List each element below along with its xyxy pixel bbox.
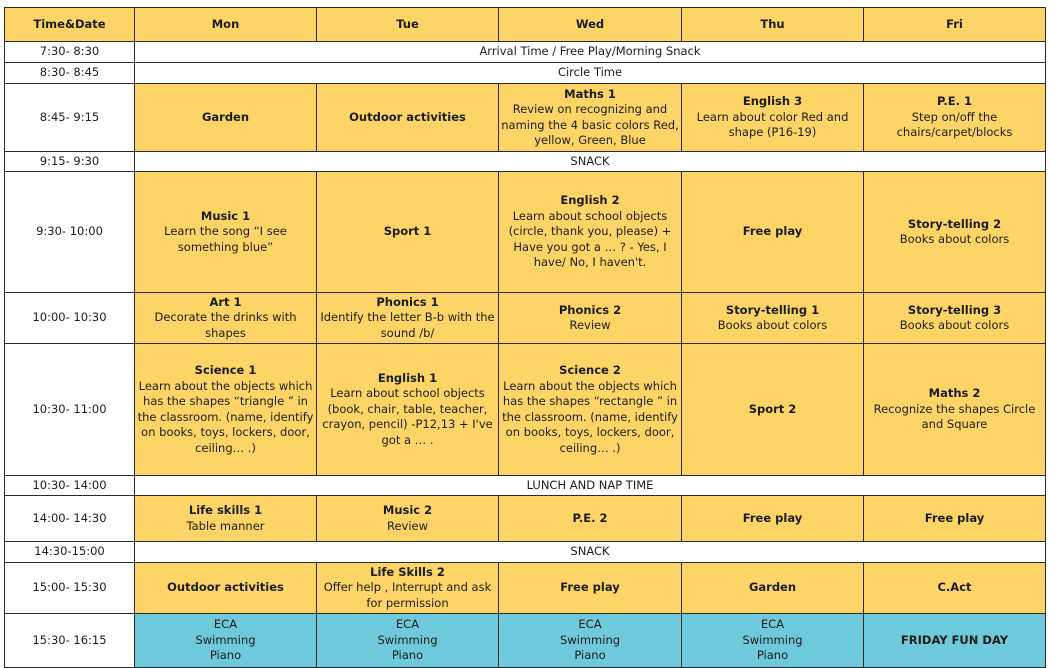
header-time-date: Time&Date bbox=[5, 8, 135, 42]
activity-title: Phonics 2 bbox=[558, 302, 622, 317]
activity-title: FRIDAY FUN DAY bbox=[900, 632, 1009, 647]
activity-title: ECA bbox=[578, 617, 602, 632]
activity-title: Art 1 bbox=[209, 294, 242, 309]
activity-cell bbox=[499, 344, 682, 476]
activity-title: Garden bbox=[748, 580, 797, 595]
activity-cell bbox=[135, 563, 317, 614]
activity-description: Books about colors bbox=[717, 318, 828, 332]
activity-title: Maths 2 bbox=[928, 386, 981, 401]
activity-description: Swimming bbox=[742, 632, 803, 647]
shared-activity: LUNCH AND NAP TIME bbox=[135, 476, 1046, 496]
schedule-row bbox=[5, 563, 1046, 614]
activity-description: Learn about the objects which has the shapes “rectangle ” in the classroom. (name, identify on books, toys, lockers, door, ceiling… .) bbox=[502, 378, 678, 455]
activity-cell bbox=[317, 293, 499, 344]
activity-cell bbox=[864, 293, 1046, 344]
activity-title: Music 2 bbox=[382, 503, 433, 517]
activity-title: English 3 bbox=[742, 94, 803, 109]
activity-title: ECA bbox=[760, 617, 785, 632]
activity-title: Life skills 1 bbox=[188, 503, 263, 517]
schedule-row bbox=[5, 344, 1046, 476]
activity-description: Learn about the objects which has the shapes “triangle ” in the classroom. (name, identify on books, toys, lockers, door, ceiling… .) bbox=[137, 378, 314, 455]
activity-cell bbox=[135, 172, 317, 293]
schedule-row bbox=[5, 63, 1046, 84]
activity-description: Learn about school objects (book, chair, table, teacher, crayon, pencil) -P12,13 + I've got a … . bbox=[322, 386, 493, 447]
activity-title: Outdoor activities bbox=[349, 109, 466, 124]
schedule-row bbox=[5, 172, 1046, 293]
header-day-tue: Tue bbox=[317, 8, 499, 42]
schedule-row bbox=[5, 84, 1046, 152]
activity-cell bbox=[499, 563, 682, 614]
activity-description: Piano bbox=[209, 648, 242, 663]
activity-title: Phonics 1 bbox=[376, 294, 439, 309]
activity-title: Outdoor activities bbox=[167, 580, 284, 595]
activity-cell bbox=[135, 496, 317, 542]
activity-cell bbox=[682, 344, 864, 476]
activity-cell bbox=[135, 293, 317, 344]
header-day-fri: Fri bbox=[864, 8, 1046, 42]
header-day-thu: Thu bbox=[682, 8, 864, 42]
activity-title: Science 1 bbox=[194, 363, 257, 377]
schedule-row bbox=[5, 152, 1046, 172]
activity-title: Free play bbox=[924, 510, 985, 525]
activity-cell bbox=[317, 84, 499, 152]
activity-cell bbox=[317, 496, 499, 542]
activity-description: Decorate the drinks with shapes bbox=[154, 310, 297, 340]
activity-description: Learn about color Red and shape (P16-19) bbox=[696, 109, 849, 140]
activity-title: Sport 2 bbox=[748, 401, 797, 416]
activity-cell bbox=[864, 614, 1046, 668]
schedule-row bbox=[5, 42, 1046, 63]
activity-description: Table manner bbox=[186, 518, 265, 533]
activity-description: Step on/off the chairs/carpet/blocks bbox=[896, 109, 1013, 140]
time-slot: 14:00- 14:30 bbox=[5, 496, 135, 542]
activity-title: Story-telling 2 bbox=[907, 216, 1002, 231]
activity-cell bbox=[682, 496, 864, 542]
activity-cell bbox=[499, 172, 682, 293]
activity-title: Maths 1 bbox=[564, 86, 616, 101]
activity-cell bbox=[317, 614, 499, 668]
time-slot: 10:30- 14:00 bbox=[5, 476, 135, 496]
shared-activity: SNACK bbox=[135, 542, 1046, 563]
header-day-mon: Mon bbox=[135, 8, 317, 42]
time-slot: 9:15- 9:30 bbox=[5, 152, 135, 172]
activity-description: Piano bbox=[574, 648, 606, 663]
schedule-row bbox=[5, 614, 1046, 668]
shared-activity: Arrival Time / Free Play/Morning Snack bbox=[135, 42, 1046, 63]
activity-description: Learn about school objects (circle, thank you, please) + Have you got a … ? - Yes, I have/ No, I haven't. bbox=[508, 208, 672, 270]
activity-description: Swimming bbox=[559, 632, 621, 647]
time-slot: 7:30- 8:30 bbox=[5, 42, 135, 63]
activity-title: Free play bbox=[742, 224, 803, 239]
activity-title: P.E. 1 bbox=[937, 94, 972, 109]
activity-cell bbox=[864, 496, 1046, 542]
time-slot: 10:30- 11:00 bbox=[5, 344, 135, 476]
activity-title: Music 1 bbox=[200, 208, 251, 223]
activity-title: Free play bbox=[742, 510, 803, 525]
activity-title: Garden bbox=[201, 109, 250, 124]
activity-cell bbox=[499, 84, 682, 152]
time-slot: 15:00- 15:30 bbox=[5, 563, 135, 614]
time-slot: 8:45- 9:15 bbox=[5, 84, 135, 152]
activity-title: Sport 1 bbox=[383, 224, 432, 239]
activity-description: Recognize the shapes Circle and Square bbox=[873, 401, 1036, 432]
activity-description: Swimming bbox=[377, 632, 438, 647]
activity-cell bbox=[135, 84, 317, 152]
activity-cell bbox=[864, 563, 1046, 614]
time-slot: 14:30-15:00 bbox=[5, 542, 135, 563]
activity-title: P.E. 2 bbox=[572, 510, 608, 525]
shared-activity: Circle Time bbox=[135, 63, 1046, 84]
activity-description: Review on recognizing and naming the 4 basic colors Red, yellow, Green, Blue bbox=[501, 102, 679, 147]
activity-description: Review bbox=[569, 318, 611, 332]
activity-description: Identify the letter B-b with the sound /b/ bbox=[320, 310, 495, 340]
activity-title: Life Skills 2 bbox=[370, 564, 445, 579]
activity-cell bbox=[499, 614, 682, 668]
activity-description: Piano bbox=[756, 648, 789, 663]
activity-description: Review bbox=[386, 518, 429, 533]
schedule-row bbox=[5, 476, 1046, 496]
activity-cell bbox=[317, 344, 499, 476]
activity-cell bbox=[682, 84, 864, 152]
activity-cell bbox=[499, 293, 682, 344]
activity-cell bbox=[682, 614, 864, 668]
activity-description: Swimming bbox=[195, 632, 256, 647]
activity-title: English 1 bbox=[377, 370, 438, 385]
activity-cell bbox=[135, 614, 317, 668]
time-slot: 10:00- 10:30 bbox=[5, 293, 135, 344]
activity-description: Books about colors bbox=[899, 318, 1010, 332]
activity-cell bbox=[682, 563, 864, 614]
activity-title: Free play bbox=[560, 580, 620, 595]
schedule-row bbox=[5, 293, 1046, 344]
schedule-row bbox=[5, 542, 1046, 563]
timetable bbox=[4, 7, 1046, 668]
activity-cell bbox=[864, 84, 1046, 152]
activity-cell bbox=[317, 172, 499, 293]
activity-cell bbox=[499, 496, 682, 542]
activity-cell bbox=[317, 563, 499, 614]
header-day-wed: Wed bbox=[499, 8, 682, 42]
time-slot: 9:30- 10:00 bbox=[5, 172, 135, 293]
activity-title: Story-telling 3 bbox=[907, 302, 1002, 317]
activity-cell bbox=[682, 172, 864, 293]
activity-title: Story-telling 1 bbox=[725, 302, 820, 317]
time-slot: 8:30- 8:45 bbox=[5, 63, 135, 84]
activity-description: Learn the song “I see something blue” bbox=[164, 224, 287, 254]
activity-description: Books about colors bbox=[899, 232, 1010, 246]
activity-title: English 2 bbox=[560, 193, 620, 208]
activity-cell bbox=[864, 172, 1046, 293]
activity-title: ECA bbox=[213, 617, 238, 632]
shared-activity: SNACK bbox=[135, 152, 1046, 172]
activity-title: Science 2 bbox=[559, 363, 621, 377]
time-slot: 15:30- 16:15 bbox=[5, 614, 135, 668]
activity-description: Piano bbox=[391, 648, 424, 663]
activity-cell bbox=[864, 344, 1046, 476]
schedule-row bbox=[5, 496, 1046, 542]
activity-title: ECA bbox=[395, 617, 420, 632]
activity-cell bbox=[135, 344, 317, 476]
activity-description: Offer help , Interrupt and ask for permission bbox=[323, 580, 492, 610]
activity-cell bbox=[682, 293, 864, 344]
activity-title: C.Act bbox=[937, 580, 972, 595]
